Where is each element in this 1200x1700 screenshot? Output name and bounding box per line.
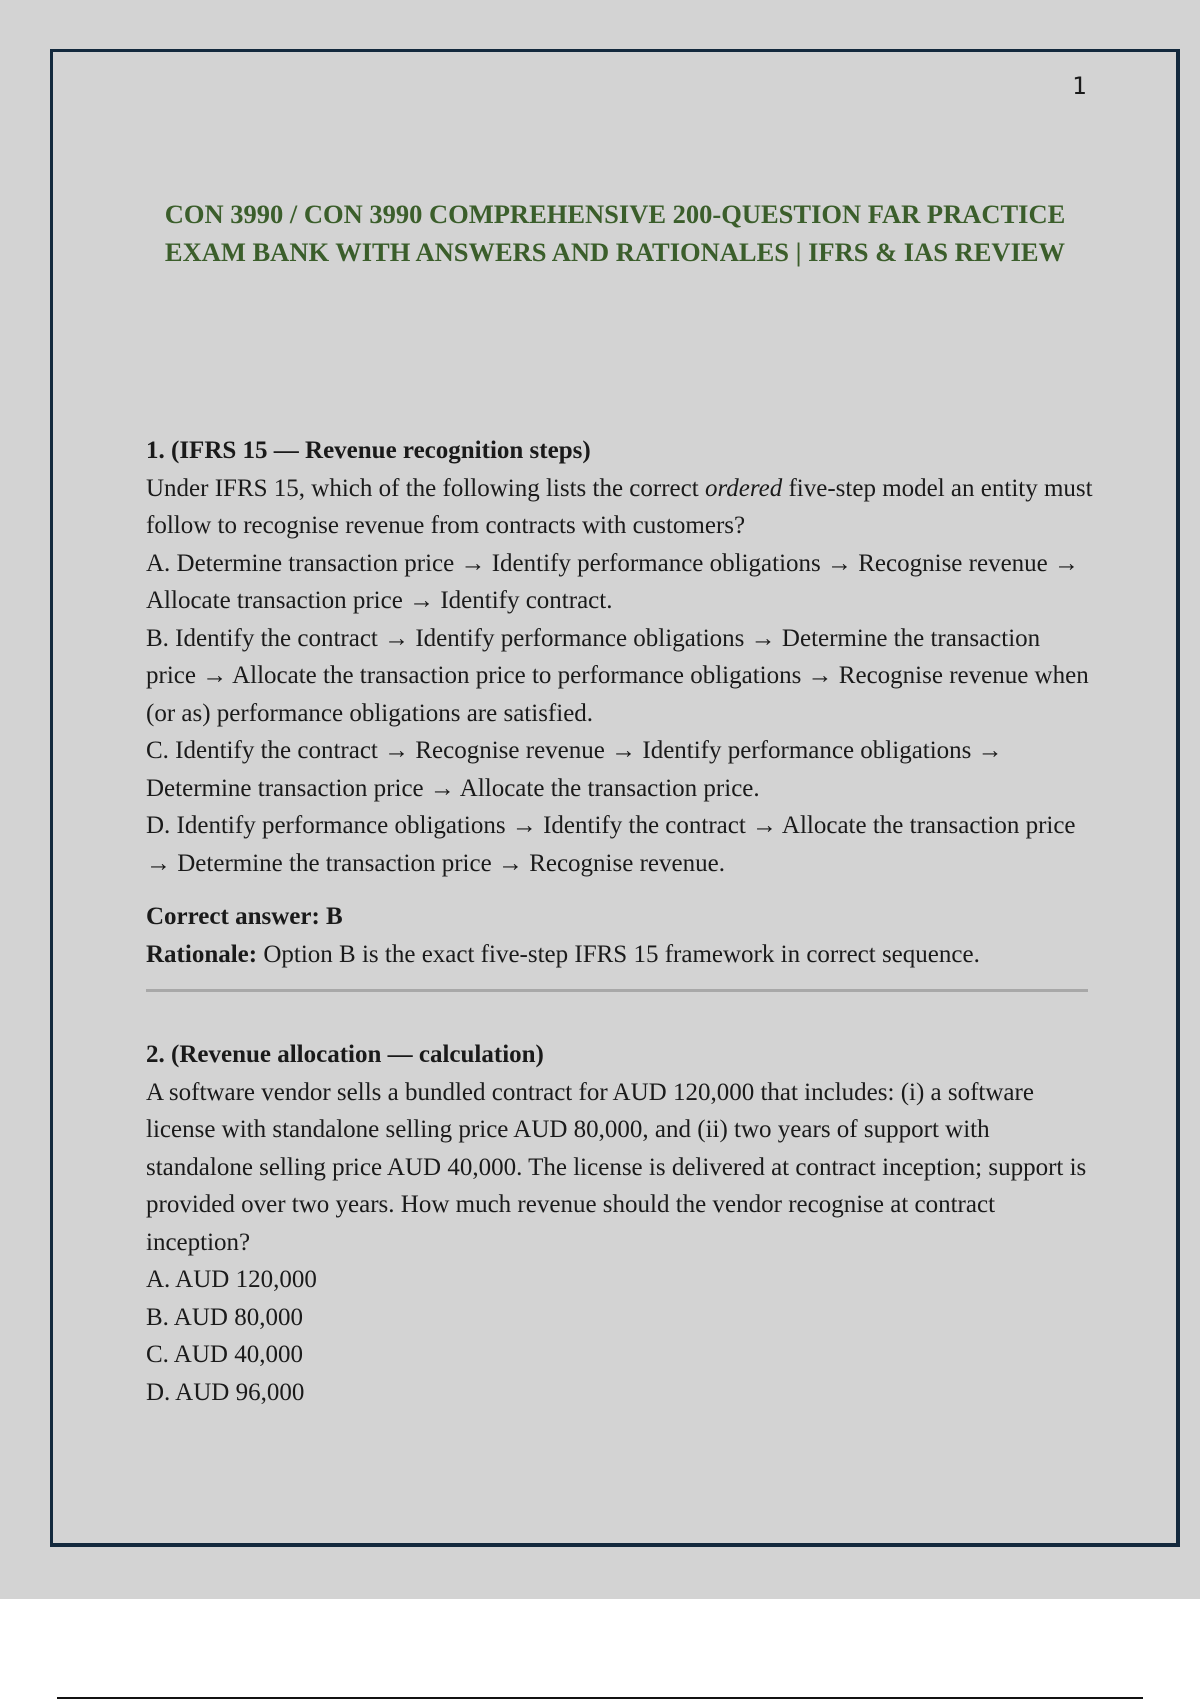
option-a: A. Determine transaction price → Identify performance obligations → Recognise revenue → Allocate transaction price → Identify contract. [146, 549, 1080, 614]
question-2 [146, 1036, 1096, 1411]
question-1 [146, 432, 1096, 973]
option-a: A. AUD 120,000 [146, 1266, 317, 1293]
option-d: D. Identify performance obligations → Identify the contract → Allocate the transaction price → Determine the transaction price → Recognise revenue. [146, 812, 1076, 877]
question-heading: 2. (Revenue allocation — calculation) [146, 1041, 544, 1068]
document-title: CON 3990 / CON 3990 COMPREHENSIVE 200-QUESTION FAR PRACTICE EXAM BANK WITH ANSWERS AND RATIONALES | IFRS & IAS REVIEW [164, 199, 1066, 267]
option-c: C. Identify the contract → Recognise revenue → Identify performance obligations → Determine transaction price → Allocate the transaction price. [146, 737, 1003, 802]
page-number: 1 [1072, 72, 1087, 100]
question-stem: A software vendor sells a bundled contract for AUD 120,000 that includes: (i) a software license with standalone selling price AUD 80,000, and (ii) two years of support with standalone selling price AUD 40,000. The license is delivered at contract inception; support is provided over two years. How much revenue should the vendor recognise at contract inception? [146, 1078, 1087, 1256]
stem-emphasis: ordered [704, 474, 783, 502]
question-heading: 1. (IFRS 15 — Revenue recognition steps) [146, 437, 591, 464]
stem-text: Under IFRS 15, which of the following lists the correct [146, 474, 705, 502]
question-stem [146, 470, 1096, 545]
option-b: B. AUD 80,000 [146, 1303, 303, 1331]
rationale-label: Rationale: [146, 940, 258, 968]
correct-answer: Correct answer: B [146, 903, 343, 930]
option-c: C. AUD 40,000 [146, 1341, 303, 1368]
rationale [146, 936, 1096, 974]
option-d: D. AUD 96,000 [146, 1378, 305, 1406]
question-content [146, 432, 1096, 1411]
question-divider [146, 989, 1088, 992]
stem-text: five-step model an entity must follow to recognise revenue from contracts with customers? [146, 474, 1093, 539]
option-b: B. Identify the contract → Identify performance obligations → Determine the transaction price → Allocate the transaction price to performance obligations → Recognise revenue when (or as) performance obligations are satisfied. [146, 624, 1089, 727]
next-page-rule [57, 1697, 1143, 1699]
rationale-text: Option B is the exact five-step IFRS 15 framework in correct sequence. [257, 940, 980, 968]
